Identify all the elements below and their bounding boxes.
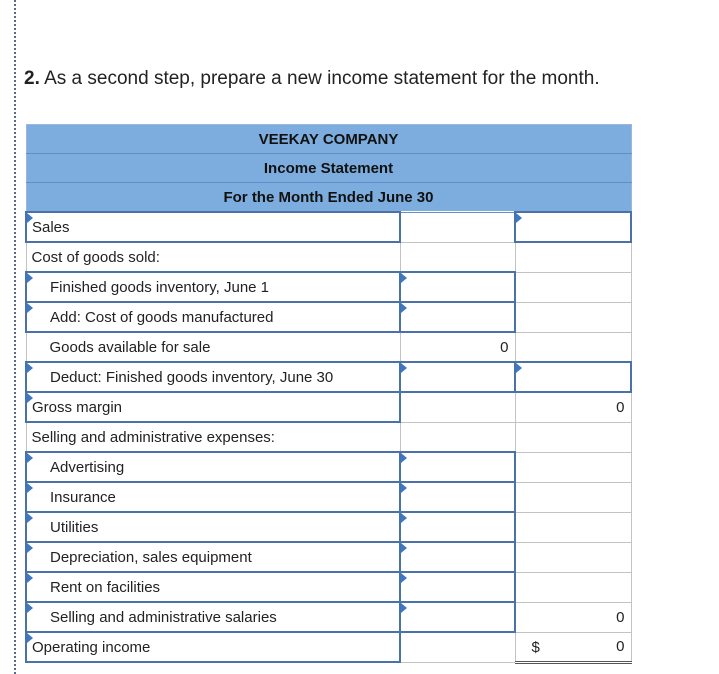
gross-margin-value: 0 xyxy=(515,392,631,422)
sales-amount-input[interactable] xyxy=(515,212,631,242)
advertising-amount-input[interactable] xyxy=(400,452,515,482)
table-row xyxy=(26,632,631,662)
sales-col1 xyxy=(400,212,515,242)
depreciation-amount-input[interactable] xyxy=(400,542,515,572)
table-row xyxy=(26,302,631,332)
table-row xyxy=(26,512,631,542)
operating-income-label-select[interactable]: Operating income xyxy=(26,632,400,662)
add-cogm-label-select[interactable]: Add: Cost of goods manufactured xyxy=(26,302,400,332)
instruction-body: As a second step, prepare a new income statement for the month. xyxy=(44,68,600,89)
left-dotted-rule xyxy=(14,0,16,674)
goods-available-label: Goods available for sale xyxy=(26,332,400,362)
table-row xyxy=(26,242,631,272)
depreciation-label-select[interactable]: Depreciation, sales equipment xyxy=(26,542,400,572)
cogs-label: Cost of goods sold: xyxy=(26,242,400,272)
total-sa-value: 0 xyxy=(515,602,631,632)
table-row xyxy=(26,482,631,512)
goods-available-value: 0 xyxy=(400,332,515,362)
advertising-label-select[interactable]: Advertising xyxy=(26,452,400,482)
table-row xyxy=(26,212,631,242)
operating-income-cell xyxy=(515,632,631,662)
fg-begin-label-select[interactable]: Finished goods inventory, June 1 xyxy=(26,272,400,302)
rent-amount-input[interactable] xyxy=(400,572,515,602)
table-row xyxy=(26,602,631,632)
deduct-fg-end-col2-input[interactable] xyxy=(515,362,631,392)
table-row xyxy=(26,332,631,362)
salaries-label-select[interactable]: Selling and administrative salaries xyxy=(26,602,400,632)
operating-income-value: 0 xyxy=(616,638,625,655)
income-statement-table xyxy=(25,124,632,664)
table-row xyxy=(26,572,631,602)
table-row xyxy=(26,422,631,452)
gross-margin-label-select[interactable]: Gross margin xyxy=(26,392,400,422)
instruction-number: 2. xyxy=(24,68,40,89)
company-name: VEEKAY COMPANY xyxy=(26,125,631,154)
sales-label-select[interactable]: Sales xyxy=(26,212,400,242)
utilities-amount-input[interactable] xyxy=(400,512,515,542)
statement-title: Income Statement xyxy=(26,154,631,183)
insurance-amount-input[interactable] xyxy=(400,482,515,512)
fg-begin-amount-input[interactable] xyxy=(400,272,515,302)
utilities-label-select[interactable]: Utilities xyxy=(26,512,400,542)
statement-period: For the Month Ended June 30 xyxy=(26,183,631,213)
insurance-label-select[interactable]: Insurance xyxy=(26,482,400,512)
selling-admin-label: Selling and administrative expenses: xyxy=(26,422,400,452)
table-row xyxy=(26,542,631,572)
deduct-fg-end-label-select[interactable]: Deduct: Finished goods inventory, June 30 xyxy=(26,362,400,392)
currency-symbol: $ xyxy=(531,638,540,656)
salaries-amount-input[interactable] xyxy=(400,602,515,632)
table-row xyxy=(26,392,631,422)
table-row xyxy=(26,362,631,392)
table-row xyxy=(26,272,631,302)
rent-label-select[interactable]: Rent on facilities xyxy=(26,572,400,602)
add-cogm-amount-input[interactable] xyxy=(400,302,515,332)
table-row xyxy=(26,452,631,482)
deduct-fg-end-amount-input[interactable] xyxy=(400,362,515,392)
instruction-text xyxy=(24,68,600,90)
